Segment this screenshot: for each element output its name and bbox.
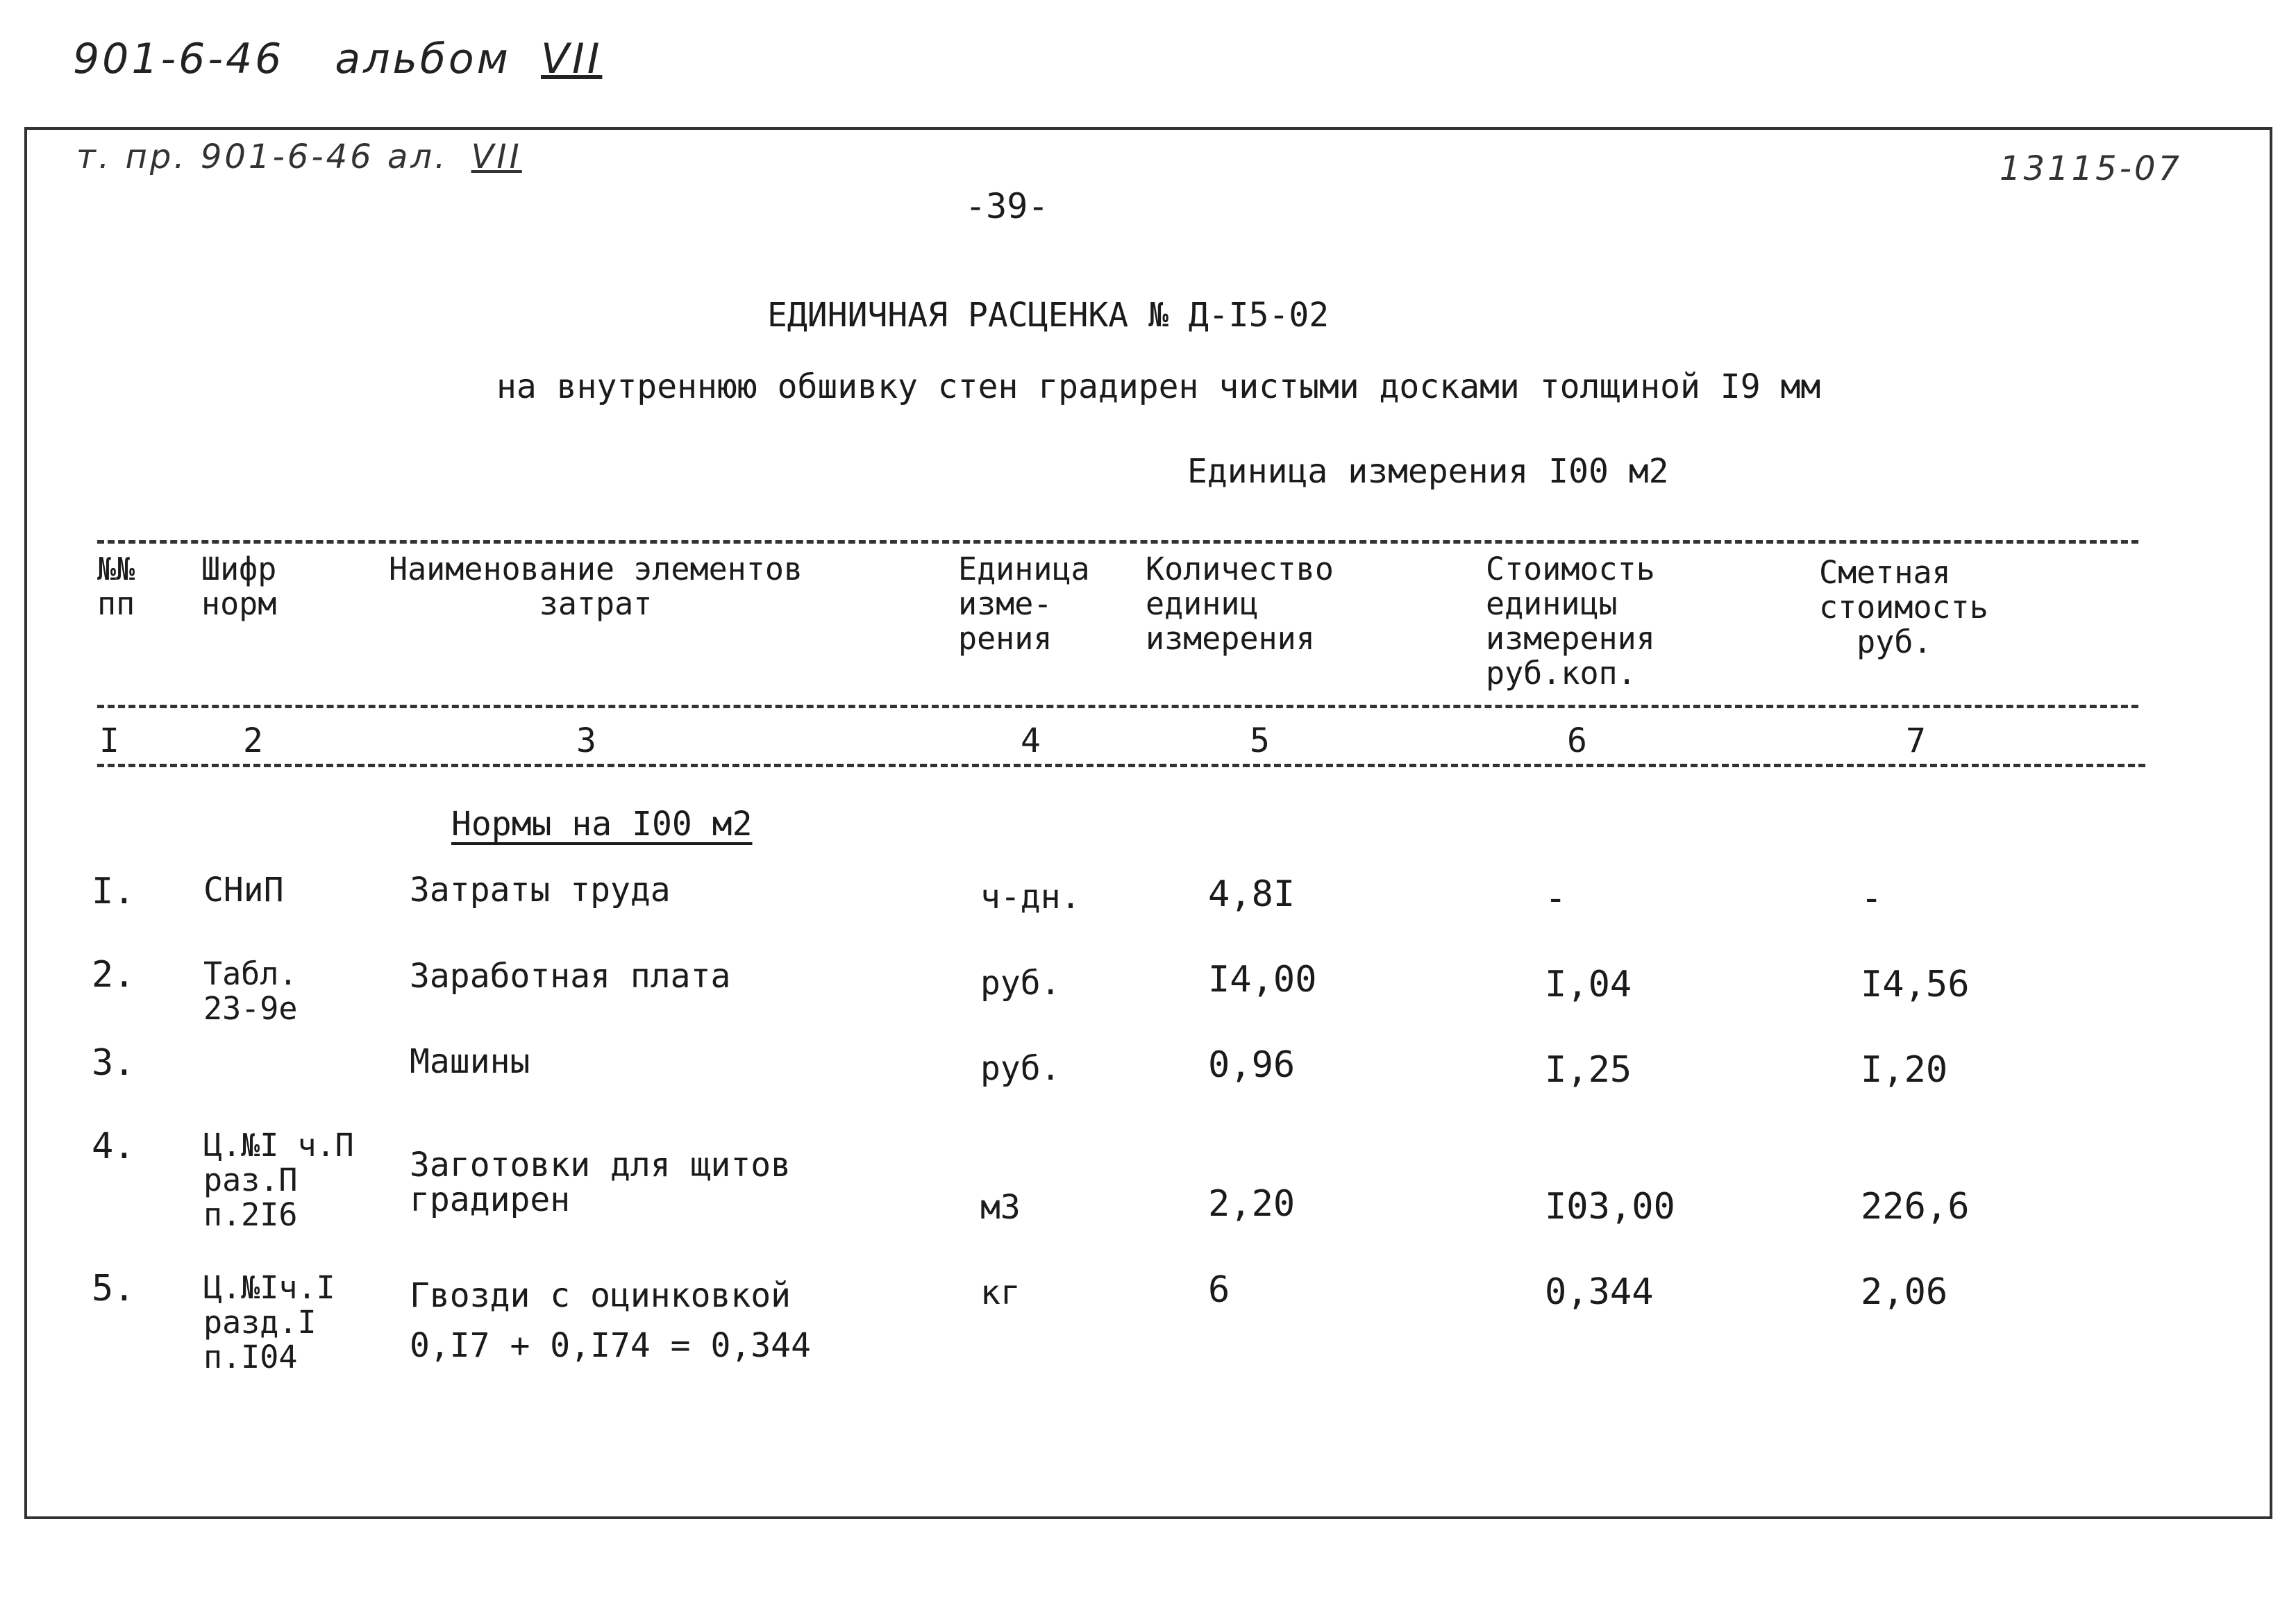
col-num-6: 6 xyxy=(1567,721,1587,760)
row-4-code: Ц.№I ч.П раз.П п.2I6 xyxy=(203,1127,354,1233)
header-bottom-rule xyxy=(97,705,2138,708)
page-number: -39- xyxy=(965,186,1049,226)
row-5-total: 2,06 xyxy=(1861,1271,1948,1313)
row-5-name: Гвозди с оцинковкой 0,I7 + 0,I74 = 0,344 xyxy=(410,1276,811,1365)
row-4-qty: 2,20 xyxy=(1208,1183,1296,1225)
row-5-unit: кг xyxy=(980,1273,1021,1312)
row-3-qty: 0,96 xyxy=(1208,1044,1296,1086)
col-num-7: 7 xyxy=(1906,721,1926,760)
album-number-text: VII xyxy=(540,35,603,83)
row-1-total: - xyxy=(1861,878,1883,919)
document-subtitle: на внутреннюю обшивку стен градирен чистыми досками толщиной I9 мм xyxy=(496,367,1821,406)
row-1-code: СНиП xyxy=(203,871,284,910)
row-4-price: I03,00 xyxy=(1545,1186,1675,1228)
row-1-no: I. xyxy=(92,871,135,912)
album-code-text: 901-6-46 xyxy=(73,35,285,83)
reference-text: т. пр. 901-6-46 ал. xyxy=(76,137,449,176)
row-2-unit: руб. xyxy=(980,964,1061,1003)
header-quantity: Количество единиц измерения xyxy=(1146,551,1334,657)
row-3-no: 3. xyxy=(92,1042,135,1084)
header-unit: Единица изме- рения xyxy=(958,551,1090,657)
header-total: Сметная стоимость руб. xyxy=(1819,554,1988,660)
col-num-5: 5 xyxy=(1250,721,1270,760)
row-2-name: Заработная плата xyxy=(410,957,731,996)
row-5-qty: 6 xyxy=(1208,1269,1230,1311)
row-1-name: Затраты труда xyxy=(410,871,671,910)
row-4-total: 226,6 xyxy=(1861,1186,1970,1228)
col-num-2: 2 xyxy=(243,721,263,760)
row-4-no: 4. xyxy=(92,1125,135,1167)
handwritten-sheet-code: 13115-07 xyxy=(2000,149,2183,188)
row-2-no: 2. xyxy=(92,954,135,996)
col-num-3: 3 xyxy=(576,721,596,760)
row-3-total: I,20 xyxy=(1861,1049,1948,1091)
handwritten-album-code xyxy=(73,35,602,83)
row-2-total: I4,56 xyxy=(1861,964,1970,1005)
row-2-price: I,04 xyxy=(1545,964,1632,1005)
header-code: Шифр норм xyxy=(201,551,277,622)
row-1-price: - xyxy=(1545,878,1567,919)
header-name: Наименование элементов затрат xyxy=(389,551,803,622)
col-num-4: 4 xyxy=(1021,721,1041,760)
table-top-rule xyxy=(97,540,2138,544)
row-4-unit: м3 xyxy=(980,1188,1021,1227)
row-3-name: Машины xyxy=(410,1042,530,1081)
album-label-text: альбом xyxy=(335,35,511,83)
row-1-qty: 4,8I xyxy=(1208,873,1296,915)
document-title: ЕДИНИЧНАЯ РАСЦЕНКА № Д-I5-02 xyxy=(767,296,1330,335)
row-2-code: Табл. 23-9е xyxy=(203,955,298,1027)
row-4-name: Заготовки для щитов градирен xyxy=(410,1146,791,1219)
row-5-code: Ц.№Iч.I разд.I п.I04 xyxy=(203,1269,335,1375)
unit-of-measure: Единица измерения I00 м2 xyxy=(1187,452,1669,491)
col-num-1: I xyxy=(99,721,119,760)
row-1-unit: ч-дн. xyxy=(980,878,1081,916)
row-5-no: 5. xyxy=(92,1268,135,1309)
column-numbers-rule xyxy=(97,764,2145,767)
header-unit-price: Стоимость единицы измерения руб.коп. xyxy=(1486,551,1655,692)
row-3-price: I,25 xyxy=(1545,1049,1632,1091)
row-3-unit: руб. xyxy=(980,1049,1061,1088)
handwritten-reference xyxy=(76,137,522,176)
reference-number: VII xyxy=(471,137,522,176)
row-5-price: 0,344 xyxy=(1545,1271,1654,1313)
header-no: №№ пп xyxy=(97,551,135,622)
section-title: Нормы на I00 м2 xyxy=(451,805,753,844)
row-2-qty: I4,00 xyxy=(1208,959,1317,1001)
